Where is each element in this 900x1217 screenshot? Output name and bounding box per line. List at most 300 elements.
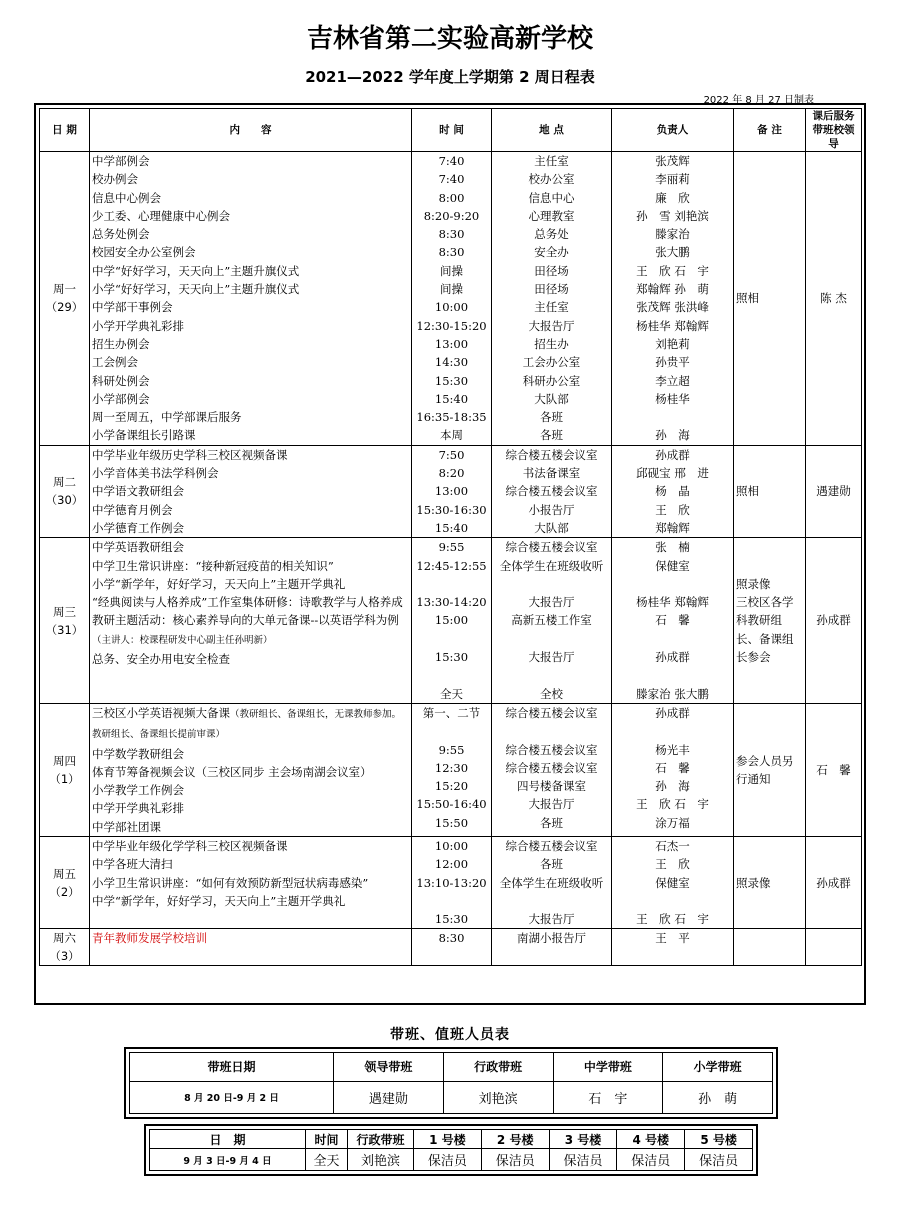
event-place: 心理教室: [528, 208, 575, 223]
event-content: [92, 538, 409, 556]
event-subnote: （主讲人：校课程研发中心副主任孙明新）: [92, 634, 273, 646]
event-title: 体育节筹备视频会议（三校区同步 主会场南湖会议室）: [92, 764, 372, 779]
day-date: （1）: [49, 771, 80, 786]
day-name: 周三: [53, 604, 76, 619]
event-place: 各班: [540, 428, 563, 443]
event-place: 校办公室: [528, 172, 575, 187]
event-content: [92, 262, 409, 280]
event-title: 青年教师发展学校培训: [92, 931, 207, 946]
day-date: （29）: [45, 300, 84, 315]
event-title: 中学德育月例会: [92, 502, 173, 517]
duty2-cell: 9 月 3 日-9 月 4 日: [150, 1149, 306, 1171]
event-person: 涂万福: [655, 815, 690, 830]
event-title: 招生办例会: [92, 336, 150, 351]
event-time: 8:00: [438, 190, 465, 205]
note-cell: [734, 538, 806, 704]
event-title: 少工委、心理健康中心例会: [92, 208, 230, 223]
duty2-header: 4 号楼: [617, 1130, 685, 1149]
event-time: 15:50-16:40: [416, 797, 487, 812]
event-person: 杨桂华 郑翰辉: [636, 595, 709, 610]
duty2-header: 1 号楼: [414, 1130, 482, 1149]
event-place: 全体学生在班级收听: [499, 558, 604, 573]
duty2-cell: 保洁员: [549, 1149, 617, 1171]
day-name: 周六: [53, 931, 76, 946]
event-place: 南湖小报告厅: [517, 931, 586, 946]
event-content: [92, 929, 409, 947]
duty1-cell: 孙 萌: [663, 1081, 773, 1113]
event-note: 照相: [736, 291, 759, 306]
day-row: [40, 836, 862, 928]
leader-name: 石 馨: [816, 762, 851, 777]
event-time: 8:30: [438, 931, 465, 946]
leader-name: 孙成群: [816, 875, 851, 890]
day-row: [40, 445, 862, 537]
event-content: [92, 781, 409, 799]
event-place: 综合楼五楼会议室: [505, 447, 598, 462]
event-subnote: （教研组长、备课组长，无课教师参加。教研组长、备课组长提前审课）: [92, 708, 402, 741]
note-cell: [734, 929, 806, 966]
event-place: 大报告厅: [528, 318, 575, 333]
event-title: 周一至周五，中学部课后服务: [92, 410, 242, 425]
day-label-cell: [40, 703, 90, 836]
event-place: 综合楼五楼会议室: [505, 742, 598, 757]
leader-cell: [806, 152, 862, 446]
event-content: [92, 317, 409, 335]
event-time: 间操: [440, 282, 463, 297]
event-content: [92, 855, 409, 873]
content-cell: [90, 929, 412, 966]
event-time: 12:30: [434, 760, 469, 775]
duty2-header: 5 号楼: [685, 1130, 753, 1149]
day-date: （30）: [45, 493, 84, 508]
content-cell: [90, 152, 412, 446]
content-cell: [90, 445, 412, 537]
time-cell: [412, 929, 492, 966]
event-place: 信息中心: [528, 190, 575, 205]
day-label-cell: [40, 152, 90, 446]
event-content: [92, 593, 409, 611]
event-place: 总务处: [534, 227, 569, 242]
event-time: 15:00: [434, 613, 469, 628]
event-content: [92, 225, 409, 243]
col-place: 地 点: [492, 109, 612, 152]
event-content: [92, 501, 409, 519]
event-person: 王 欣 石 宇: [636, 263, 709, 278]
event-time: 15:30: [434, 912, 469, 927]
event-time: 13:30-14:20: [416, 595, 487, 610]
col-content: 内 容: [90, 109, 412, 152]
event-person: 刘艳莉: [655, 336, 690, 351]
duty1-cell: 刘艳滨: [443, 1081, 553, 1113]
place-cell: [492, 445, 612, 537]
event-title: 中学部干事例会: [92, 300, 173, 315]
leader-name: 孙成群: [816, 613, 851, 628]
event-place: 大报告厅: [528, 595, 575, 610]
content-cell: [90, 703, 412, 836]
event-place: 四号楼备课室: [517, 779, 586, 794]
content-cell: [90, 538, 412, 704]
event-content: [92, 446, 409, 464]
page-subtitle: 2021—2022 学年度上学期第 2 周日程表: [305, 68, 595, 86]
day-name: 周二: [53, 475, 76, 490]
event-place: 主任室: [534, 300, 569, 315]
event-place: 各班: [540, 815, 563, 830]
event-person: 保健室: [655, 558, 690, 573]
made-date: 2022 年 8 月 27 日制表: [703, 95, 814, 106]
day-date: （31）: [45, 622, 84, 637]
event-place: 综合楼五楼会议室: [505, 705, 598, 720]
event-place: 大报告厅: [528, 650, 575, 665]
event-place: 田径场: [534, 263, 569, 278]
event-time: 8:30: [438, 245, 465, 260]
event-content: [92, 353, 409, 371]
event-place: 田径场: [534, 282, 569, 297]
event-title: 小学教学工作例会: [92, 783, 184, 798]
event-title: 中学卫生常识讲座：“接种新冠疫苗的相关知识”: [92, 558, 334, 573]
event-content: [92, 189, 409, 207]
event-place: 全体学生在班级收听: [499, 875, 604, 890]
day-label-cell: [40, 538, 90, 704]
day-date: （3）: [49, 949, 80, 964]
event-content: [92, 152, 409, 170]
day-row: [40, 152, 862, 446]
event-time: 12:00: [434, 857, 469, 872]
event-person: 张大鹏: [655, 245, 690, 260]
person-cell: [612, 538, 734, 704]
time-cell: [412, 445, 492, 537]
event-content: [92, 557, 409, 575]
event-content: [92, 207, 409, 225]
event-place: 大队部: [534, 520, 569, 535]
event-content: [92, 575, 409, 593]
duty2-cell: 全天: [306, 1149, 348, 1171]
event-content: [92, 704, 409, 745]
event-content: [92, 426, 409, 444]
day-label-cell: [40, 836, 90, 928]
event-time: 13:00: [434, 484, 469, 499]
col-note: 备 注: [734, 109, 806, 152]
event-title: 小学部例会: [92, 391, 150, 406]
event-person: 孙 海: [655, 779, 690, 794]
time-cell: [412, 703, 492, 836]
event-title: 小学“好好学习，天天向上”主题升旗仪式: [92, 282, 300, 297]
event-person: 王 平: [655, 931, 690, 946]
event-title: 小学“新学年，好好学习，天天向上”主题开学典礼: [92, 576, 346, 591]
event-time: 全天: [440, 686, 463, 701]
event-content: [92, 464, 409, 482]
day-name: 周五: [53, 866, 76, 881]
event-place: 大报告厅: [528, 912, 575, 927]
duty-table-1-frame: [124, 1047, 778, 1119]
event-place: 工会办公室: [522, 355, 581, 370]
event-person: 杨桂华: [655, 391, 690, 406]
event-time: 本周: [440, 428, 463, 443]
event-title: 小学德育工作例会: [92, 520, 184, 535]
note-cell: [734, 703, 806, 836]
event-note: 参会人员另行通知: [736, 753, 794, 786]
event-content: [92, 611, 409, 650]
duty2-header: 行政带班: [348, 1130, 414, 1149]
person-cell: [612, 929, 734, 966]
event-time: 15:50: [434, 815, 469, 830]
event-content: [92, 818, 409, 836]
event-person: 廉 欣: [655, 190, 690, 205]
event-note: 三校区各学科教研组长、备课组长参会: [736, 595, 794, 665]
col-leader: 课后服务带班校领导: [806, 109, 862, 152]
duty1-cell: 8 月 20 日-9 月 2 日: [130, 1081, 334, 1113]
event-title: 科研处例会: [92, 373, 150, 388]
duty-title: 带班、值班人员表: [390, 1027, 510, 1043]
event-title: 中学开学典礼彩排: [92, 801, 184, 816]
event-person: 王 欣 石 宇: [636, 912, 709, 927]
schedule-table: [39, 108, 862, 966]
event-person: 孙成群: [655, 650, 690, 665]
duty1-header: 中学带班: [553, 1053, 663, 1082]
duty2-cell: 保洁员: [414, 1149, 482, 1171]
duty1-header: 行政带班: [443, 1053, 553, 1082]
day-row: [40, 703, 862, 836]
person-cell: [612, 445, 734, 537]
event-time: 14:30: [434, 355, 469, 370]
event-place: 高新五楼工作室: [511, 613, 592, 628]
event-place: 小报告厅: [528, 502, 575, 517]
duty2-header: 时间: [306, 1130, 348, 1149]
duty2-cell: 刘艳滨: [348, 1149, 414, 1171]
event-person: 李丽莉: [655, 172, 690, 187]
day-label-cell: [40, 929, 90, 966]
event-person: 张茂辉: [655, 154, 690, 168]
event-time: 9:55: [438, 540, 465, 555]
event-time: 8:20: [438, 466, 465, 481]
event-person: 李立超: [655, 373, 690, 388]
event-person: 张 楠: [655, 540, 690, 555]
event-person: 孙成群: [655, 705, 690, 720]
event-person: 石 馨: [655, 613, 690, 628]
event-content: [92, 763, 409, 781]
event-person: 郑翰辉: [655, 520, 690, 535]
duty1-header: 带班日期: [130, 1053, 334, 1082]
event-title: 中学语文教研组会: [92, 484, 184, 499]
schedule-table-frame: [34, 103, 866, 1005]
event-content: [92, 837, 409, 855]
event-time: 10:00: [434, 300, 469, 315]
event-time: 15:40: [434, 391, 469, 406]
duty1-cell: 石 宇: [553, 1081, 663, 1113]
event-title: 中学“好好学习，天天向上”主题升旗仪式: [92, 263, 300, 278]
event-place: 全校: [540, 686, 563, 701]
event-title: 校园安全办公室例会: [92, 245, 196, 260]
event-person: 孙 雪 刘艳滨: [636, 208, 709, 223]
event-place: 书法备课室: [522, 466, 581, 481]
leader-cell: [806, 836, 862, 928]
event-person: [614, 408, 731, 426]
event-time: 13:10-13:20: [416, 875, 487, 890]
leader-cell: [806, 703, 862, 836]
event-person: 孙贵平: [655, 355, 690, 370]
event-note: 照相: [736, 484, 759, 499]
event-time: 12:30-15:20: [416, 318, 487, 333]
event-title: 小学开学典礼彩排: [92, 318, 184, 333]
event-place: 安全办: [534, 245, 569, 260]
event-time: 9:55: [438, 742, 465, 757]
duty1-header: 小学带班: [663, 1053, 773, 1082]
event-person: 保健室: [655, 875, 690, 890]
event-person: 王 欣: [655, 502, 690, 517]
event-place: 科研办公室: [522, 373, 581, 388]
place-cell: [492, 152, 612, 446]
event-time: 7:50: [438, 447, 465, 462]
event-title: 中学数学教研组会: [92, 746, 184, 761]
event-place: 综合楼五楼会议室: [505, 540, 598, 555]
event-time: 15:20: [434, 779, 469, 794]
event-content: [92, 170, 409, 188]
leader-cell: [806, 929, 862, 966]
place-cell: [492, 538, 612, 704]
event-title: 校办例会: [92, 172, 138, 187]
event-title: 三校区小学英语视频大备课: [92, 705, 230, 720]
person-cell: [612, 836, 734, 928]
event-title: “经典阅读与人格养成”工作室集体研修：诗歌教学与人格养成: [92, 595, 403, 610]
event-content: [92, 892, 409, 910]
duty2-header: 2 号楼: [481, 1130, 549, 1149]
leader-name: 陈 杰: [820, 291, 847, 306]
event-person: 石 馨: [655, 760, 690, 775]
event-place: 综合楼五楼会议室: [505, 838, 598, 853]
event-place: 招生办: [534, 336, 569, 351]
place-cell: [492, 836, 612, 928]
page-title: 吉林省第二实验高新学校: [306, 24, 593, 54]
event-content: [92, 298, 409, 316]
event-note: 照录像: [736, 875, 771, 890]
note-cell: [734, 152, 806, 446]
event-content: [92, 519, 409, 537]
event-person: 孙 海: [655, 428, 690, 443]
event-place: 综合楼五楼会议室: [505, 760, 598, 775]
event-content: [92, 335, 409, 353]
duty2-header: 3 号楼: [549, 1130, 617, 1149]
event-place: 各班: [540, 410, 563, 425]
event-content: [92, 243, 409, 261]
place-cell: [492, 703, 612, 836]
event-time: 间操: [440, 263, 463, 278]
time-cell: [412, 152, 492, 446]
event-time: 15:30-16:30: [416, 502, 487, 517]
leader-cell: [806, 538, 862, 704]
time-cell: [412, 538, 492, 704]
note-cell: [734, 445, 806, 537]
event-time: 15:30: [434, 373, 469, 388]
note-cell: [734, 836, 806, 928]
event-person: 孙成群: [655, 447, 690, 462]
day-row: [40, 929, 862, 966]
person-cell: [612, 703, 734, 836]
event-time: 8:20-9:20: [423, 208, 480, 223]
event-time: 12:45-12:55: [416, 558, 487, 573]
event-person: 滕家治: [655, 227, 690, 242]
duty2-header: 日 期: [150, 1130, 306, 1149]
col-date: 日 期: [40, 109, 90, 152]
duty-table-2: [149, 1129, 753, 1171]
duty1-header: 领导带班: [334, 1053, 444, 1082]
event-note: 照录像: [736, 576, 771, 591]
event-place: 大队部: [534, 391, 569, 406]
person-cell: [612, 152, 734, 446]
place-cell: [492, 929, 612, 966]
event-content: [92, 650, 409, 668]
leader-cell: [806, 445, 862, 537]
event-person: 王 欣: [655, 857, 690, 872]
event-title: 小学卫生常识讲座：“如何有效预防新型冠状病毒感染”: [92, 875, 369, 890]
event-person: 杨光丰: [655, 742, 690, 757]
day-label-cell: [40, 445, 90, 537]
event-title: 工会例会: [92, 355, 138, 370]
event-title: 中学部例会: [92, 154, 150, 168]
duty2-cell: 保洁员: [685, 1149, 753, 1171]
schedule-header-row: [40, 109, 862, 152]
col-person: 负责人: [612, 109, 734, 152]
event-time: 15:40: [434, 520, 469, 535]
time-cell: [412, 836, 492, 928]
event-place: 综合楼五楼会议室: [505, 484, 598, 499]
day-name: 周四: [53, 753, 76, 768]
content-cell: [90, 836, 412, 928]
duty1-cell: 遇建勋: [334, 1081, 444, 1113]
event-title: 信息中心例会: [92, 190, 161, 205]
event-person: 滕家治 张大鹏: [636, 686, 709, 701]
event-time: 15:30: [434, 650, 469, 665]
event-title: 小学备课组长引路课: [92, 428, 196, 443]
event-time: 第一、二节: [422, 705, 481, 720]
event-title: 总务处例会: [92, 227, 150, 242]
event-title: 中学毕业年级历史学科三校区视频备课: [92, 447, 288, 462]
event-time: 8:30: [438, 227, 465, 242]
event-title: 中学“新学年，好好学习，天天向上”主题开学典礼: [92, 893, 346, 908]
event-content: [92, 390, 409, 408]
event-content: [92, 408, 409, 426]
event-title: 总务、安全办用电安全检查: [92, 652, 230, 667]
event-time: 10:00: [434, 838, 469, 853]
event-content: [92, 874, 409, 892]
event-place: 主任室: [534, 154, 569, 168]
event-place: 各班: [540, 857, 563, 872]
event-title: 中学毕业年级化学学科三校区视频备课: [92, 838, 288, 853]
event-title: 中学部社团课: [92, 819, 161, 834]
event-person: 郑翰辉 孙 萌: [636, 282, 709, 297]
event-content: [92, 482, 409, 500]
event-title: 小学音体美书法学科例会: [92, 466, 219, 481]
event-time: 7:40: [438, 172, 465, 187]
event-title: 中学英语教研组会: [92, 540, 184, 555]
event-time: 7:40: [438, 154, 465, 168]
event-time: 16:35-18:35: [416, 410, 487, 425]
event-person: 张茂辉 张洪峰: [636, 300, 709, 315]
event-person: 杨桂华 郑翰辉: [636, 318, 709, 333]
event-person: 邱砚宝 邢 进: [636, 466, 709, 481]
event-content: [92, 799, 409, 817]
event-time: 13:00: [434, 336, 469, 351]
col-time: 时 间: [412, 109, 492, 152]
duty-table-1: [129, 1052, 773, 1114]
event-place: 大报告厅: [528, 797, 575, 812]
event-content: [92, 745, 409, 763]
event-content: [92, 280, 409, 298]
event-content: [92, 372, 409, 390]
event-person: 杨 晶: [655, 484, 690, 499]
day-date: （2）: [49, 884, 80, 899]
leader-name: 遇建勋: [816, 484, 851, 499]
duty2-cell: 保洁员: [617, 1149, 685, 1171]
duty2-cell: 保洁员: [481, 1149, 549, 1171]
